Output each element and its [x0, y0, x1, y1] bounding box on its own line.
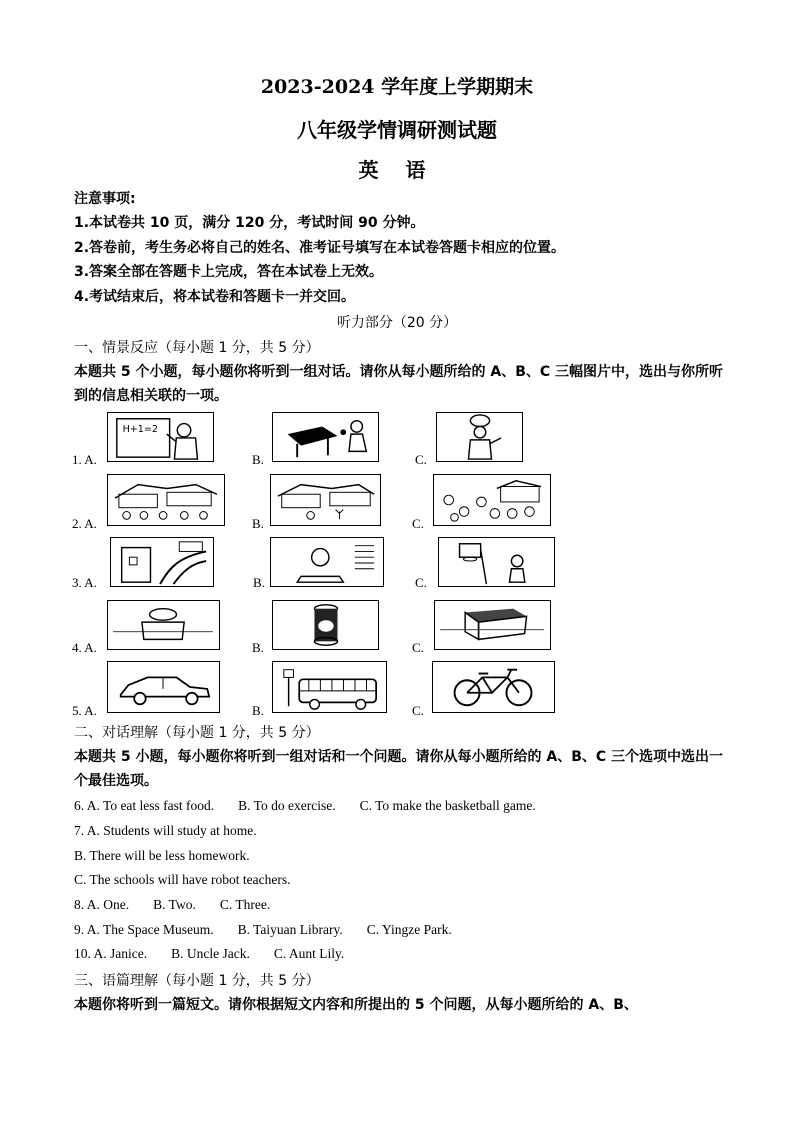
option-label: C.	[415, 575, 427, 590]
option-label: B.	[252, 452, 264, 467]
listening-title: 听力部分（20 分）	[336, 315, 458, 331]
option-a: 6. A. To eat less fast food.	[74, 798, 215, 813]
option-label: 5. A.	[72, 703, 97, 718]
box-picture	[434, 600, 551, 650]
picture-row-5	[0, 661, 794, 721]
table-tennis-picture	[272, 412, 379, 462]
road-building-picture	[110, 537, 214, 587]
option-label: B.	[253, 575, 265, 590]
option-label: 3. A.	[72, 575, 97, 590]
flowers-house-picture	[433, 474, 551, 526]
option-a: 10. A. Janice.	[74, 946, 148, 961]
chef-picture	[436, 412, 523, 462]
section3-heading: 三、语篇理解（每小题 1 分，共 5 分）	[74, 973, 320, 989]
option-label: C.	[415, 452, 427, 467]
question-9	[74, 922, 452, 938]
option-b: B. Uncle Jack.	[171, 946, 250, 961]
house-few-flowers-picture	[270, 474, 381, 526]
question-8	[74, 897, 270, 913]
option-a: 8. A. One.	[74, 897, 130, 912]
option-b: B. To do exercise.	[238, 798, 336, 813]
question-7-c: C. The schools will have robot teachers.	[74, 872, 291, 887]
note-item: 4.考试结束后，将本试卷和答题卡一并交回。	[74, 289, 356, 305]
basketball-picture	[438, 537, 555, 587]
option-c: C. Aunt Lily.	[273, 946, 345, 961]
option-label: 4. A.	[72, 640, 97, 655]
picture-row-4	[0, 600, 794, 660]
house-flowers-picture	[107, 474, 225, 526]
exam-title: 2023-2024 学年度上学期期末	[260, 76, 534, 98]
car-picture	[107, 661, 220, 713]
bus-picture	[272, 661, 387, 713]
question-7-b: B. There will be less homework.	[74, 848, 250, 863]
option-a: 9. A. The Space Museum.	[74, 922, 214, 937]
question-10	[74, 946, 344, 962]
option-label: C.	[412, 703, 424, 718]
exam-subtitle: 八年级学情调研测试题	[297, 118, 497, 142]
option-label: B.	[252, 703, 264, 718]
section1-instruction: 本题共 5 个小题，每小题你将听到一组对话。请你从每小题所给的 A、B、C 三幅图片中，选出与你所听到的信息相关联的一项。	[74, 364, 724, 404]
option-c: C. To make the basketball game.	[359, 798, 536, 813]
option-c: C. Yingze Park.	[366, 922, 452, 937]
can-picture	[272, 600, 379, 650]
blackboard-teacher-picture	[107, 412, 214, 462]
section1-heading: 一、情景反应（每小题 1 分，共 5 分）	[74, 340, 320, 356]
option-label: 2. A.	[72, 516, 97, 531]
option-label: C.	[412, 516, 424, 531]
picture-row-3	[0, 537, 794, 597]
notes-heading: 注意事项:	[74, 191, 136, 207]
svg-text:H+1=2: H+1=2	[122, 424, 159, 436]
option-b: B. Taiyuan Library.	[237, 922, 343, 937]
option-c: C. Three.	[219, 897, 271, 912]
note-item: 2.答卷前，考生务必将自己的姓名、准考证号填写在本试卷答题卡相应的位置。	[74, 240, 566, 256]
option-b: B. Two.	[153, 897, 196, 912]
option-label: 1. A.	[72, 452, 97, 467]
bicycle-picture	[432, 661, 555, 713]
option-label: B.	[252, 640, 264, 655]
subject-title: 英 语	[358, 158, 436, 182]
cake-picture	[107, 600, 220, 650]
section2-heading: 二、对话理解（每小题 1 分，共 5 分）	[74, 725, 320, 741]
question-7-a: 7. A. Students will study at home.	[74, 823, 257, 838]
picture-row-2	[0, 474, 794, 534]
picture-row-1	[0, 412, 794, 472]
question-6	[74, 798, 536, 814]
option-label: C.	[412, 640, 424, 655]
reading-boy-picture	[270, 537, 384, 587]
note-item: 1.本试卷共 10 页，满分 120 分，考试时间 90 分钟。	[74, 215, 425, 231]
section3-instruction: 本题你将听到一篇短文。请你根据短文内容和所提出的 5 个问题，从每小题所给的 A、B、	[74, 997, 638, 1013]
section2-instruction: 本题共 5 小题，每小题你将听到一组对话和一个问题。请你从每小题所给的 A、B、C 三个选项中选出一个最佳选项。	[74, 749, 724, 789]
option-label: B.	[252, 516, 264, 531]
note-item: 3.答案全部在答题卡上完成，答在本试卷上无效。	[74, 264, 384, 280]
